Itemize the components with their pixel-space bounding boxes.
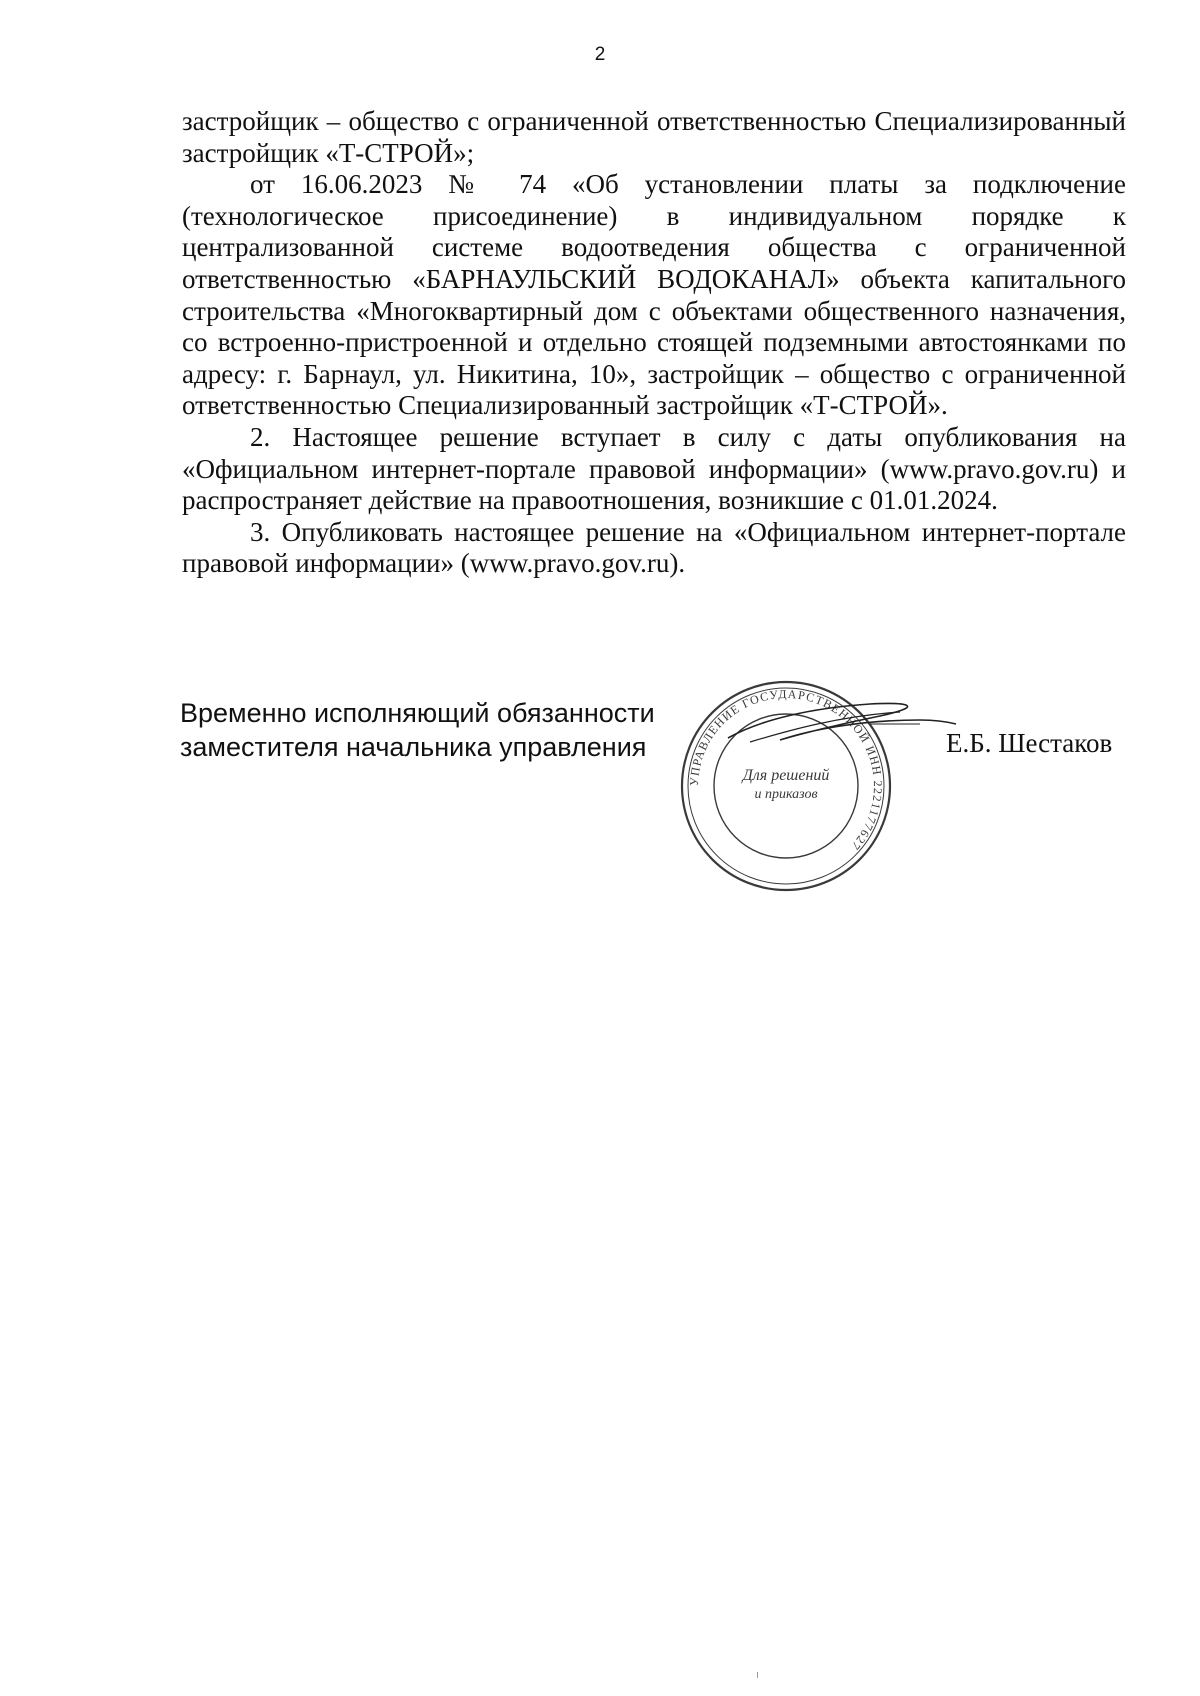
paragraph-publication: 3. Опубликовать настоящее решение на «Официальном интернет-портале правовой информации» (www.pravo.gov.ru). (182, 516, 1126, 579)
handwritten-signature (720, 690, 960, 760)
signatory-name: Е.Б. Шестаков (946, 728, 1113, 758)
paragraph-effective-date: 2. Настоящее решение вступает в силу с даты опубликования на «Официальном интернет-портале правовой информации» (www.pravo.gov.ru) и распространяет действие на правоотношения, возникшие с 01.01.2024. (182, 421, 1126, 516)
document-body (182, 106, 1126, 580)
stamp-inner-line1: Для решений (742, 767, 830, 784)
scan-mark (757, 1672, 758, 1678)
paragraph-decision-74: от 16.06.2023 № 74 «Об установлении платы за подключение (технологическое присоединение) в индивидуальном порядке к централизованной системе водоотведения общества с ограниченной ответственностью «БАРНАУЛЬСКИЙ ВОДОКАНАЛ» объекта капитального строительства «Многоквартирный дом с объектами общественного назначения, со встроенно-пристроенной и отдельно стоящей подземными автостоянками по адресу: г. Барнаул, ул. Никитина, 10», застройщик – общество с ограниченной ответственностью Специализированный застройщик «Т-СТРОЙ». (182, 169, 1126, 421)
stamp-ring-text: УПРАВЛЕНИЕ ГОСУДАРСТВЕННОЙ ИНН 2221177627 (686, 686, 886, 854)
signatory-position-line2: заместителя начальника управления (180, 732, 647, 762)
page-number: 2 (594, 44, 606, 65)
paragraph-developer-continuation: застройщик – общество с ограниченной ответственностью Специализированный застройщик «Т-СТРОЙ»; (182, 106, 1126, 168)
stamp-inner-line2: и приказов (754, 787, 818, 802)
signatory-position-line1: Временно исполняющий обязанности (180, 698, 655, 728)
signatory-position (180, 696, 655, 764)
